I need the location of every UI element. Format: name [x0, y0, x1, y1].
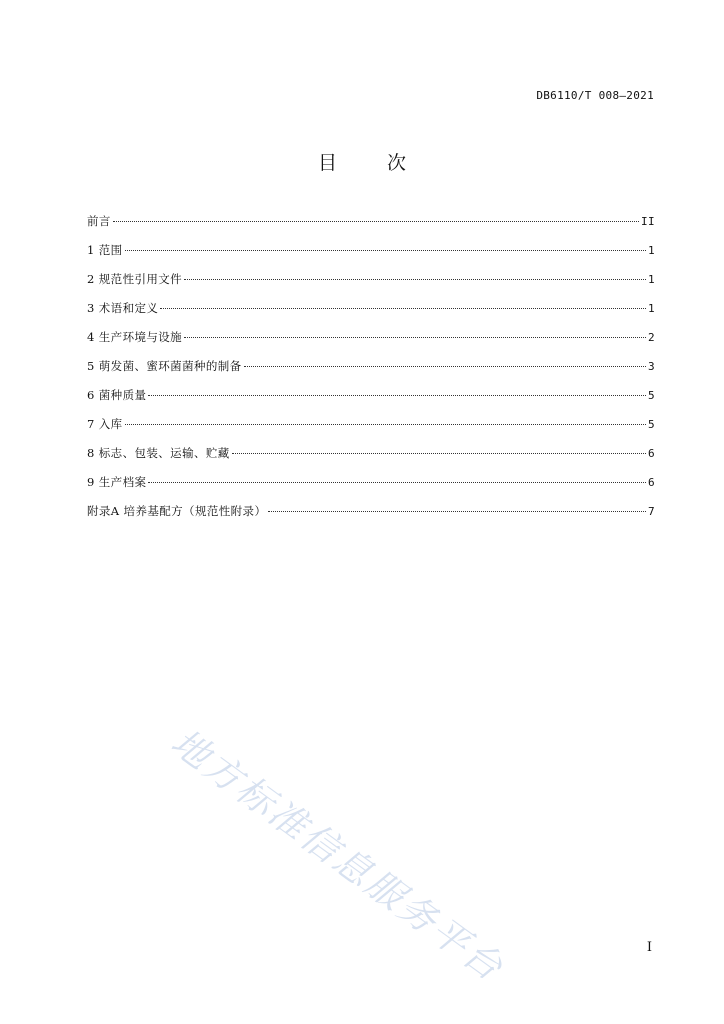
toc-dot-leader	[184, 279, 646, 280]
toc-entry-label: 1 范围	[87, 243, 123, 257]
toc-entry-page: 7	[647, 505, 655, 518]
toc-entry-marking-packaging[interactable]	[87, 445, 655, 474]
toc-entry-appendix-a[interactable]	[87, 503, 655, 532]
toc-dot-leader	[160, 308, 646, 309]
toc-entry-page: 1	[647, 302, 655, 315]
toc-entry-production-environment[interactable]	[87, 329, 655, 358]
toc-entry-page: 6	[647, 476, 655, 489]
toc-entry-page: 1	[647, 273, 655, 286]
toc-dot-leader	[113, 221, 639, 222]
toc-entry-normative-references[interactable]	[87, 271, 655, 300]
toc-entry-page: 2	[647, 331, 655, 344]
page-number: I	[646, 940, 652, 955]
toc-entry-label: 4 生产环境与设施	[87, 330, 183, 344]
toc-dot-leader	[244, 366, 646, 367]
toc-entry-page: 5	[647, 418, 655, 431]
toc-dot-leader	[125, 424, 646, 425]
toc-entry-page: 5	[647, 389, 655, 402]
toc-entry-label: 附录A 培养基配方（规范性附录）	[87, 504, 267, 518]
toc-entry-scope[interactable]	[87, 242, 655, 271]
toc-entry-label: 8 标志、包装、运输、贮藏	[87, 446, 230, 460]
toc-entry-terms-definitions[interactable]	[87, 300, 655, 329]
toc-entry-strain-quality[interactable]	[87, 387, 655, 416]
toc-entry-page: 1	[647, 244, 655, 257]
toc-entry-storage-entry[interactable]	[87, 416, 655, 445]
table-of-contents	[87, 213, 655, 532]
toc-entry-foreword[interactable]	[87, 213, 655, 242]
toc-dot-leader	[125, 250, 646, 251]
toc-entry-strain-preparation[interactable]	[87, 358, 655, 387]
toc-dot-leader	[232, 453, 646, 454]
toc-dot-leader	[148, 395, 646, 396]
toc-entry-label: 前言	[87, 214, 111, 228]
watermark: 地方标准信息服务平台	[163, 720, 513, 991]
page-title: 目 次	[317, 152, 429, 174]
toc-entry-label: 7 入库	[87, 417, 123, 431]
toc-dot-leader	[184, 337, 646, 338]
toc-entry-label: 3 术语和定义	[87, 301, 159, 315]
toc-entry-production-records[interactable]	[87, 474, 655, 503]
toc-dot-leader	[268, 511, 646, 512]
toc-entry-page: 6	[647, 447, 655, 460]
toc-entry-page: II	[640, 215, 655, 228]
toc-dot-leader	[148, 482, 646, 483]
toc-entry-label: 2 规范性引用文件	[87, 272, 183, 286]
toc-entry-label: 9 生产档案	[87, 475, 147, 489]
toc-entry-label: 6 菌种质量	[87, 388, 147, 402]
document-code: DB6110/T 008—2021	[536, 89, 654, 102]
toc-entry-page: 3	[647, 360, 655, 373]
toc-entry-label: 5 萌发菌、蜜环菌菌种的制备	[87, 359, 242, 373]
